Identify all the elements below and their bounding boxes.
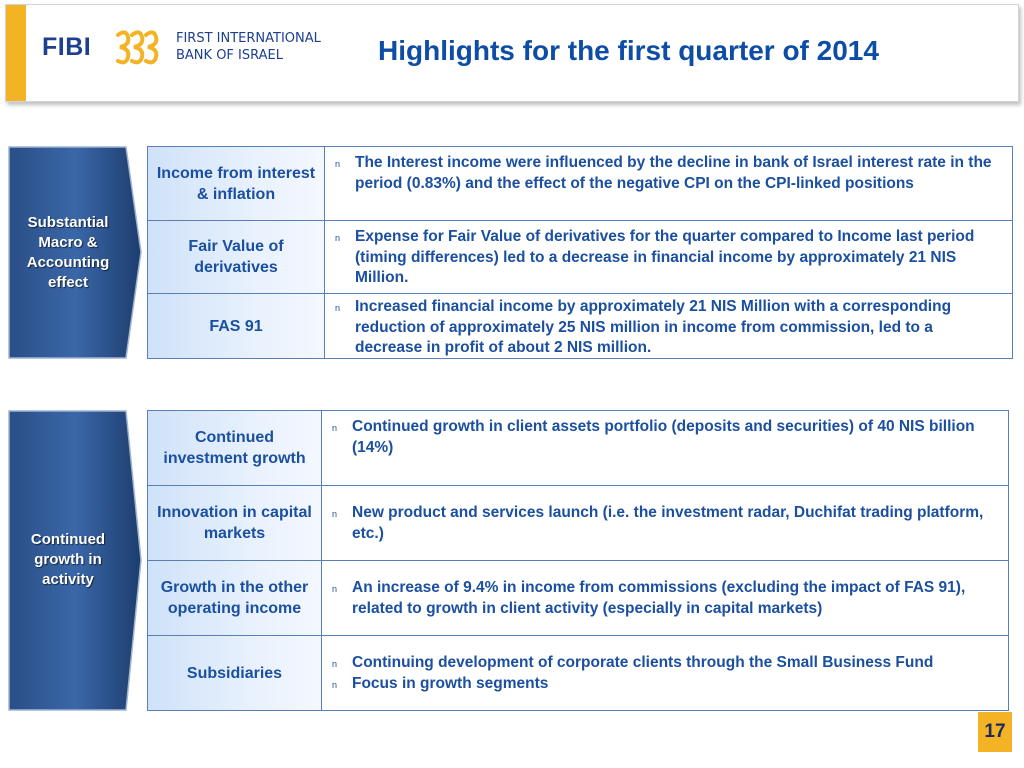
section-1-arrow xyxy=(8,146,142,359)
header-accent-stripe xyxy=(6,5,26,101)
bank-logo xyxy=(42,25,342,75)
logo-line-2: BANK OF ISRAEL xyxy=(176,48,283,63)
logo-text xyxy=(176,30,321,64)
page-title: Highlights for the first quarter of 2014 xyxy=(378,35,879,66)
section-2-label: Continued growth in activity xyxy=(30,531,106,588)
list-item-text: Continued growth in client assets portfolio (deposits and securities) of 40 NIS billion (14%) xyxy=(352,418,975,456)
row-description xyxy=(321,635,1009,711)
list-item xyxy=(332,578,998,619)
logo-line-1: FIRST INTERNATIONAL xyxy=(176,31,321,46)
list-item xyxy=(332,417,998,458)
table-row xyxy=(147,293,1013,359)
list-item xyxy=(335,297,1002,359)
row-category: Fair Value of derivatives xyxy=(147,220,325,294)
list-item xyxy=(332,653,998,674)
list-item-text: The Interest income were influenced by the decline in bank of Israel interest rate in the period (0.83%) and the effect of the negative CPI on the CPI-linked positions xyxy=(355,154,992,192)
table-row xyxy=(147,485,1009,561)
section-1-table xyxy=(147,146,1013,359)
list-item-text: Continuing development of corporate clients through the Small Business Fund xyxy=(352,654,934,671)
list-item xyxy=(332,503,998,544)
slide-header xyxy=(5,4,1019,102)
bullet-icon: n xyxy=(335,303,341,313)
section-2-arrow xyxy=(8,410,142,711)
bullet-icon: n xyxy=(332,509,338,519)
table-row xyxy=(147,146,1013,221)
row-category: Income from interest & inflation xyxy=(147,146,325,221)
table-row xyxy=(147,410,1009,486)
list-item xyxy=(335,227,1002,289)
list-item-text: Increased financial income by approximately 21 NIS Million with a corresponding reduction of approximately 25 NIS million in income from commission, led to a decrease in profit of about 2 NIS million. xyxy=(355,298,952,356)
table-row xyxy=(147,635,1009,711)
row-category: Continued investment growth xyxy=(147,410,322,486)
list-item-text: Expense for Fair Value of derivatives for the quarter compared to Income last period (timing differences) led to a decrease in financial income by approximately 21 NIS Million. xyxy=(355,228,975,286)
list-item-text: An increase of 9.4% in income from commissions (excluding the impact of FAS 91), related to growth in client activity (especially in capital markets) xyxy=(352,579,966,617)
row-description xyxy=(321,410,1009,486)
row-category: Growth in the other operating income xyxy=(147,560,322,636)
table-row xyxy=(147,560,1009,636)
bullet-icon: n xyxy=(332,659,338,669)
row-description xyxy=(324,293,1013,359)
logo-emblem-icon xyxy=(114,25,164,71)
table-row xyxy=(147,220,1013,294)
bullet-icon: n xyxy=(332,423,338,433)
row-description xyxy=(321,485,1009,561)
row-description xyxy=(321,560,1009,636)
bullet-icon: n xyxy=(332,679,338,690)
row-category: FAS 91 xyxy=(147,293,325,359)
section-2-table xyxy=(147,410,1009,711)
list-item-text: New product and services launch (i.e. the investment radar, Duchifat trading platform, etc.) xyxy=(352,504,984,542)
row-description xyxy=(324,146,1013,221)
list-item-text: Focus in growth segments xyxy=(352,674,549,692)
bullet-icon: n xyxy=(332,584,338,594)
bullet-icon: n xyxy=(335,159,341,169)
list-item xyxy=(332,674,998,695)
row-category: Subsidiaries xyxy=(147,635,322,711)
row-description xyxy=(324,220,1013,294)
logo-abbreviation: FIBI xyxy=(42,33,92,61)
page-number: 17 xyxy=(978,712,1012,752)
list-item xyxy=(335,153,1002,194)
section-1-label: Substantial Macro & Accounting effect xyxy=(26,214,110,291)
bullet-icon: n xyxy=(335,233,341,243)
row-category: Innovation in capital markets xyxy=(147,485,322,561)
